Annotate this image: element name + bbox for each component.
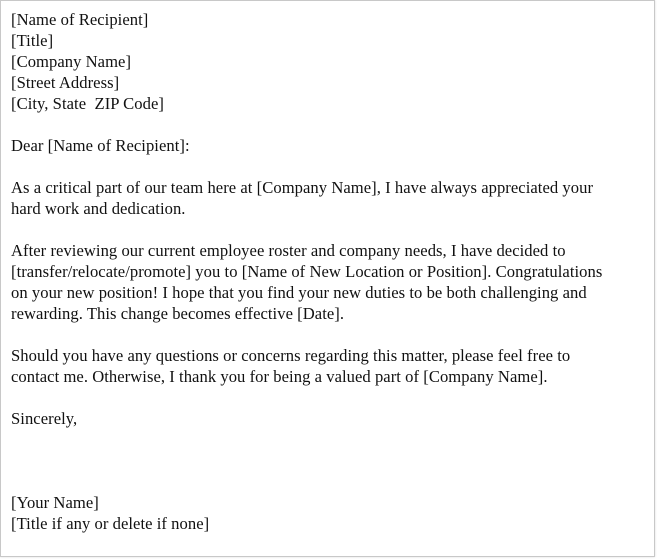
- recipient-name-line: [Name of Recipient]: [11, 10, 149, 29]
- recipient-title-line: [Title]: [11, 31, 54, 50]
- spacer: [11, 114, 651, 135]
- paragraph-line: After reviewing our current employee roster and company needs, I have decided to: [11, 241, 566, 260]
- salutation: Dear [Name of Recipient]:: [11, 136, 190, 155]
- paragraph-line: hard work and dedication.: [11, 199, 186, 218]
- signature-block: [11, 492, 651, 534]
- spacer: [11, 156, 651, 177]
- spacer: [11, 387, 651, 408]
- recipient-company-line: [Company Name]: [11, 52, 132, 71]
- paragraph-line: on your new position! I hope that you find your new duties to be both challenging and: [11, 283, 587, 302]
- paragraph-line: rewarding. This change becomes effective [Date].: [11, 304, 345, 323]
- spacer: [11, 219, 651, 240]
- paragraph-line: Should you have any questions or concerns regarding this matter, please feel free to: [11, 346, 571, 365]
- recipient-address-block: [11, 9, 651, 114]
- paragraph-transfer-notice: [11, 240, 651, 324]
- recipient-city-line: [City, State ZIP Code]: [11, 94, 164, 113]
- closing: Sincerely,: [11, 409, 78, 428]
- sender-title-line: [Title if any or delete if none]: [11, 514, 210, 533]
- letter-body: [11, 9, 651, 534]
- paragraph-appreciation: [11, 177, 651, 219]
- paragraph-line: contact me. Otherwise, I thank you for being a valued part of [Company Name].: [11, 367, 548, 386]
- sender-name-line: [Your Name]: [11, 493, 99, 512]
- paragraph-line: [transfer/relocate/promote] you to [Name of New Location or Position]. Congratulations: [11, 262, 603, 281]
- paragraph-contact: [11, 345, 651, 387]
- paragraph-line: As a critical part of our team here at [Company Name], I have always appreciated your: [11, 178, 594, 197]
- spacer: [11, 324, 651, 345]
- recipient-street-line: [Street Address]: [11, 73, 120, 92]
- signature-space: [11, 429, 651, 492]
